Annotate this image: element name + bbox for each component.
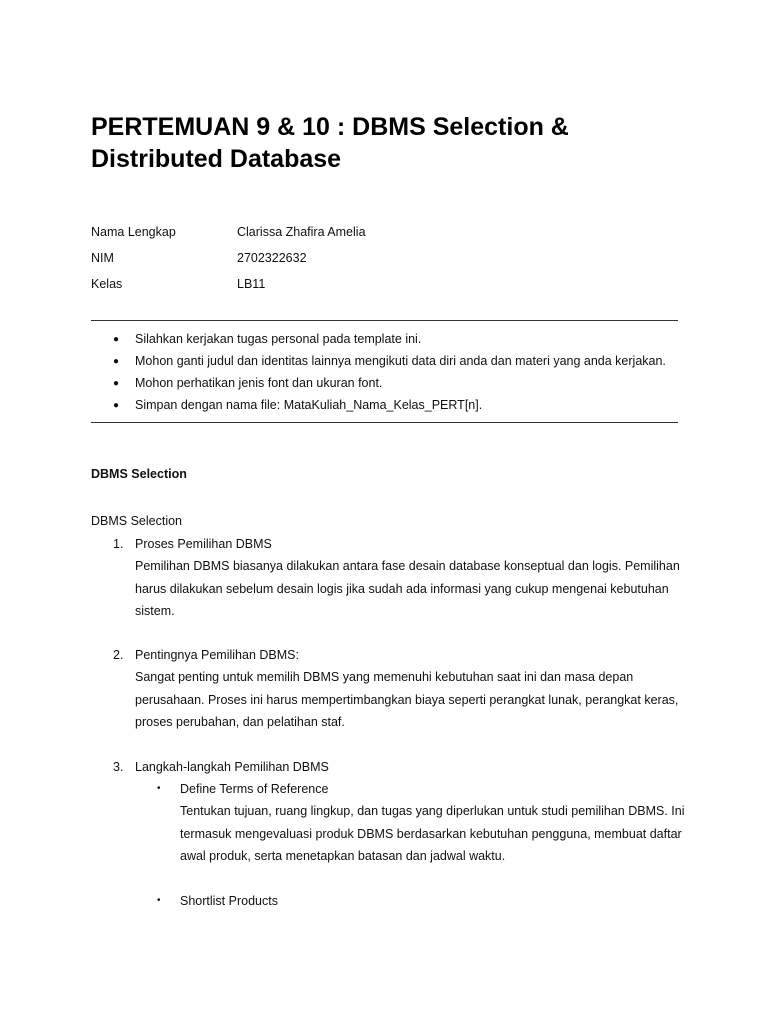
item-heading: Proses Pemilihan DBMS bbox=[135, 537, 272, 551]
document-title: PERTEMUAN 9 & 10 : DBMS Selection & Distributed Database bbox=[91, 113, 569, 173]
instructions-list bbox=[91, 328, 691, 416]
bullet-icon: ● bbox=[113, 399, 120, 411]
item-number: 2. bbox=[113, 648, 124, 662]
divider-top bbox=[91, 320, 678, 321]
item-number: 1. bbox=[113, 537, 124, 551]
sub-list-item bbox=[135, 778, 685, 867]
sub-item-text: Tentukan tujuan, ruang lingkup, dan tugas yang diperlukan untuk studi pemilihan DBMS. Ini termasuk mengevaluasi produk DBMS berdasarkan kebutuhan pengguna, membuat daftar awal produk, serta menetapkan batasan dan jadwal waktu. bbox=[180, 804, 685, 863]
identity-table bbox=[91, 219, 366, 297]
numbered-item bbox=[91, 756, 681, 778]
sub-list-item bbox=[135, 890, 685, 912]
numbered-item bbox=[91, 644, 681, 733]
item-number: 3. bbox=[113, 760, 124, 774]
numbered-item bbox=[91, 533, 681, 622]
identity-value: Clarissa Zhafira Amelia bbox=[237, 225, 366, 239]
bullet-icon: ● bbox=[113, 355, 120, 367]
identity-value: 2702322632 bbox=[237, 251, 307, 265]
sub-bullet-icon: • bbox=[157, 783, 161, 794]
bullet-icon: ● bbox=[113, 377, 120, 389]
identity-row-nim bbox=[91, 245, 366, 271]
item-text: Pemilihan DBMS biasanya dilakukan antara fase desain database konseptual dan logis. Pemilihan harus dilakukan sebelum desain logis jika sudah ada informasi yang cukup mengenai kebutuhan sistem. bbox=[135, 559, 680, 618]
sub-item-heading: Define Terms of Reference bbox=[180, 782, 329, 796]
section-heading: DBMS Selection bbox=[91, 467, 187, 481]
identity-row-class bbox=[91, 271, 366, 297]
instruction-text: Mohon perhatikan jenis font dan ukuran font. bbox=[135, 376, 383, 390]
instruction-text: Silahkan kerjakan tugas personal pada template ini. bbox=[135, 332, 422, 346]
identity-label: NIM bbox=[91, 251, 114, 265]
sub-item-heading: Shortlist Products bbox=[180, 894, 278, 908]
identity-label: Kelas bbox=[91, 277, 123, 291]
item-heading: Pentingnya Pemilihan DBMS: bbox=[135, 648, 299, 662]
identity-row-name bbox=[91, 219, 366, 245]
item-text: Sangat penting untuk memilih DBMS yang memenuhi kebutuhan saat ini dan masa depan perusahaan. Proses ini harus mempertimbangkan biaya seperti perangkat lunak, perangkat keras, proses perubahan, dan pelatihan staf. bbox=[135, 670, 679, 729]
intro-text: DBMS Selection bbox=[91, 514, 183, 528]
list-item bbox=[91, 328, 691, 350]
identity-value: LB11 bbox=[237, 277, 266, 291]
bullet-icon: ● bbox=[113, 333, 120, 345]
instruction-text: Mohon ganti judul dan identitas lainnya mengikuti data diri anda dan materi yang anda kerjakan. bbox=[135, 354, 666, 368]
instruction-text: Simpan dengan nama file: MataKuliah_Nama_Kelas_PERT[n]. bbox=[135, 398, 483, 412]
identity-label: Nama Lengkap bbox=[91, 225, 176, 239]
list-item bbox=[91, 372, 691, 394]
list-item bbox=[91, 350, 691, 372]
sub-bullet-icon: • bbox=[157, 895, 161, 906]
divider-bottom bbox=[91, 422, 678, 423]
item-heading: Langkah-langkah Pemilihan DBMS bbox=[135, 760, 329, 774]
list-item bbox=[91, 394, 691, 416]
